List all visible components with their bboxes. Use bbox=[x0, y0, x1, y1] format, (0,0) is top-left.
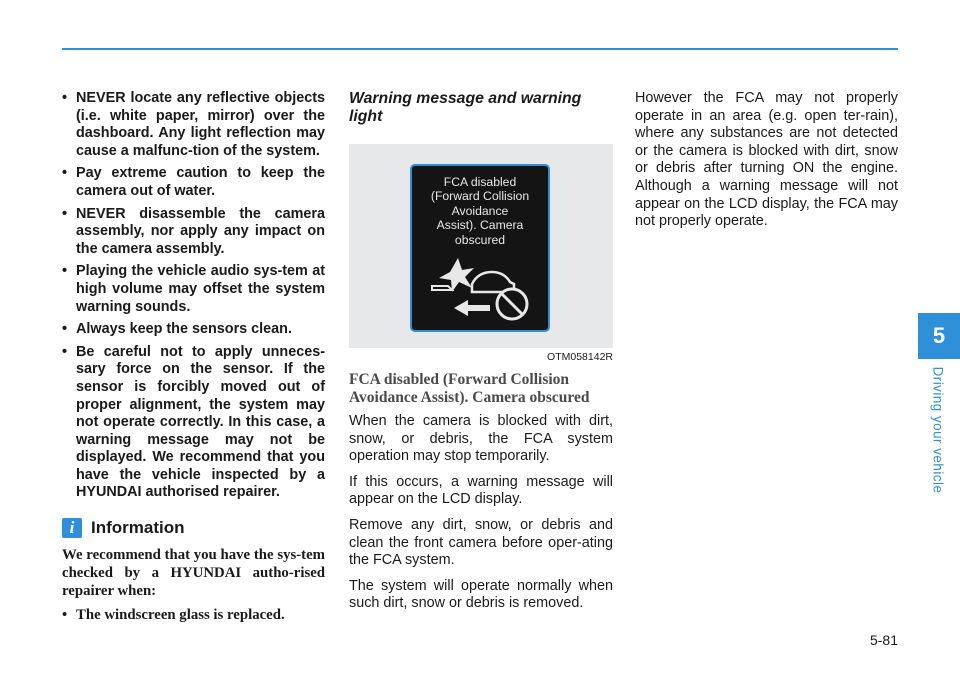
list-item: • Always keep the sensors clean. bbox=[62, 321, 325, 339]
section-heading: Warning message and warning light bbox=[349, 90, 582, 125]
list-item: • NEVER disassemble the camera assembly, nor apply any impact on the camera assembly. bbox=[62, 206, 325, 259]
info-bullet: • The windscreen glass is replaced. bbox=[62, 606, 325, 624]
header-rule bbox=[62, 48, 898, 50]
caution-list bbox=[62, 90, 325, 502]
figure-code: OTM058142R bbox=[547, 351, 613, 363]
list-item: • Playing the vehicle audio sys-tem at high volume may offset the system warning sounds. bbox=[62, 263, 325, 316]
lcd-line: obscured bbox=[454, 232, 506, 247]
lcd-line: (Forward Collision bbox=[430, 189, 530, 204]
lcd-display bbox=[410, 164, 550, 332]
chapter-tab: 5 bbox=[918, 313, 960, 359]
warning-subheading: FCA disabled (Forward Collision Avoidance Assist). Camera obscured bbox=[349, 371, 590, 406]
lcd-line: FCA disabled bbox=[443, 175, 517, 189]
list-item: • Pay extreme caution to keep the camera out of water. bbox=[62, 165, 325, 200]
info-icon: i bbox=[62, 518, 82, 538]
body-paragraph: When the camera is blocked with dirt, snow, or debris, the FCA system operation may stop temporarily. bbox=[349, 413, 613, 465]
body-paragraph: The system will operate normally when such dirt, snow or debris is removed. bbox=[349, 577, 613, 612]
body-paragraph: Remove any dirt, snow, or debris and clean the front camera before oper-ating the FCA system. bbox=[349, 516, 613, 569]
lcd-message bbox=[412, 166, 548, 247]
arrow-left-icon bbox=[454, 300, 490, 316]
page-number: 5-81 bbox=[869, 632, 898, 648]
body-paragraph: However the FCA may not properly operate in an area (e.g. open ter-rain), where any substances are not detected or the camera is blocked with dirt, snow or debris after turning ON the engine. Although a warning message will not appear on the LCD display, the FCA may not properly operate. bbox=[635, 90, 898, 230]
column-middle bbox=[349, 90, 613, 621]
column-right bbox=[635, 90, 898, 239]
chapter-title: Driving your vehicle bbox=[930, 366, 946, 494]
lcd-figure bbox=[349, 144, 613, 348]
fca-warning-icon bbox=[428, 252, 536, 324]
lcd-line: Avoidance bbox=[451, 203, 509, 218]
info-header bbox=[62, 518, 325, 538]
column-left bbox=[62, 90, 325, 624]
info-text: We recommend that you have the sys-tem checked by a HYUNDAI autho-rised repairer when: bbox=[62, 547, 325, 600]
list-item: • Be careful not to apply unneces-sary force on the sensor. If the sensor is forcibly moved out of proper alignment, the system may not operate correctly. In this case, a warning message may not be displayed. We recommend that you have the vehicle inspected by a HYUNDAI authorised repairer. bbox=[62, 344, 325, 502]
list-item: • NEVER locate any reflective objects (i.e. white paper, mirror) over the dashboard. Any light reflection may cause a malfunc-tion of the system. bbox=[62, 90, 325, 160]
info-title: Information bbox=[91, 518, 185, 538]
car-rear-icon bbox=[432, 286, 452, 290]
lcd-line: Assist). Camera bbox=[436, 218, 524, 233]
body-paragraph: If this occurs, a warning message will appear on the LCD display. bbox=[349, 473, 613, 508]
